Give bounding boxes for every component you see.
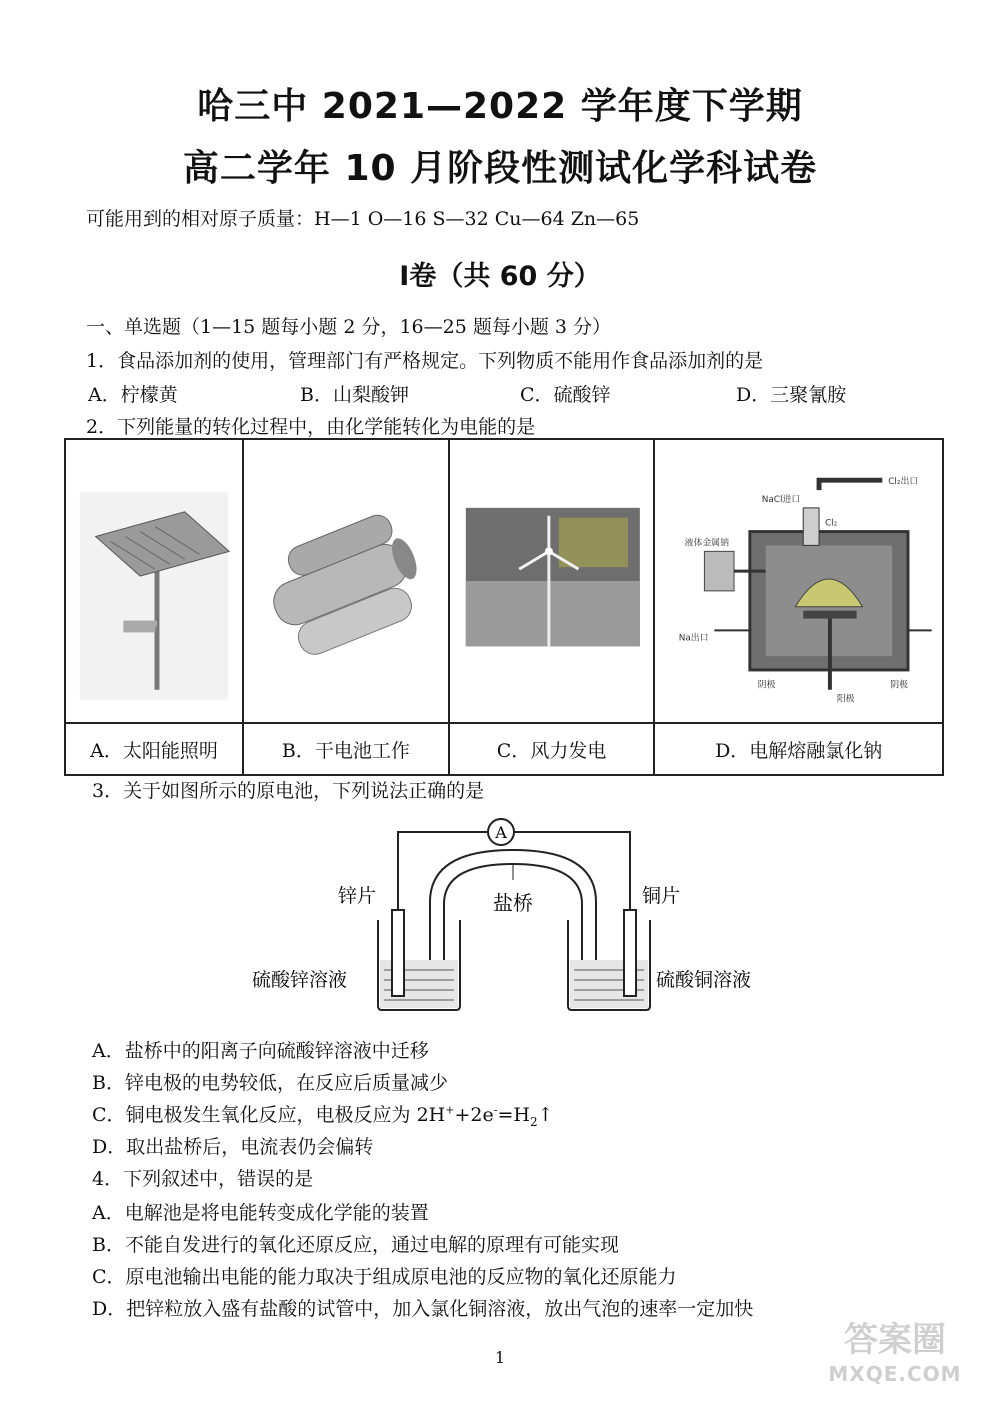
q3-stem: 3．关于如图所示的原电池，下列说法正确的是 xyxy=(92,780,485,802)
q1-stem: 1．食品添加剂的使用，管理部门有严格规定。下列物质不能用作食品添加剂的是 xyxy=(86,350,764,372)
q3-c-arrow: ↑ xyxy=(537,1104,554,1126)
copper-label: 铜片 xyxy=(642,885,681,907)
section-heading: 一、单选题（1—15 题每小题 2 分，16—25 题每小题 3 分） xyxy=(86,316,612,338)
label-nacl-in: NaCl进口 xyxy=(762,494,801,505)
q4-option-c: C．原电池输出电能的能力取决于组成原电池的反应物的氧化还原能力 xyxy=(92,1266,677,1288)
watermark-bottom: MXQE.COM xyxy=(828,1362,962,1386)
label-anode: 阳极 xyxy=(837,694,855,705)
q2-caption-c: C．风力发电 xyxy=(449,723,655,775)
q2-options-table xyxy=(64,438,944,776)
exam-title-line1: 哈三中 2021—2022 学年度下学期 xyxy=(197,86,803,127)
q2-image-electrolysis xyxy=(654,439,943,723)
watermark-logo xyxy=(810,1320,980,1400)
q4-option-a: A．电解池是将电能转变成化学能的装置 xyxy=(92,1202,429,1224)
q2-caption-b: B．干电池工作 xyxy=(243,723,449,775)
label-na-out: Na出口 xyxy=(679,633,709,644)
zinc-electrode xyxy=(392,910,404,996)
q3-c-text: C．铜电极发生氧化反应，电极反应为 2H xyxy=(92,1104,446,1126)
q2-image-wind xyxy=(449,439,655,723)
q4-option-b: B．不能自发进行的氧化还原反应，通过电解的原理有可能实现 xyxy=(92,1234,619,1256)
q3-option-a: A．盐桥中的阳离子向硫酸锌溶液中迁移 xyxy=(92,1040,429,1062)
electrolysis-cell-picture xyxy=(655,441,942,721)
page-number: 1 xyxy=(494,1348,506,1367)
atomic-masses: 可能用到的相对原子质量：H—1 O—16 S—32 Cu—64 Zn—65 xyxy=(86,208,640,230)
q3-c-sub: 2 xyxy=(529,1114,538,1129)
q2-image-solar xyxy=(65,439,243,723)
q2-stem: 2．下列能量的转化过程中，由化学能转化为电能的是 xyxy=(86,416,536,438)
label-liquid-na: 液体金属钠 xyxy=(685,538,730,549)
q3-c-sup2: - xyxy=(493,1103,498,1117)
q4-stem: 4．下列叙述中，错误的是 xyxy=(92,1168,314,1190)
zinc-label: 锌片 xyxy=(338,885,377,907)
label-cl2: Cl₂ xyxy=(825,518,838,529)
q3-c-mid: +2e xyxy=(454,1104,494,1126)
q3-option-d: D．取出盐桥后，电流表仍会偏转 xyxy=(92,1136,374,1158)
label-cl2-out: Cl₂出口 xyxy=(888,477,919,488)
q3-option-c xyxy=(92,1100,554,1129)
galvanic-cell-diagram xyxy=(250,810,790,1020)
q3-c-eq: =H xyxy=(497,1104,530,1126)
q1-option-a: A．柠檬黄 xyxy=(88,384,178,406)
watermark-top: 答案圈 xyxy=(844,1320,946,1360)
solar-light-picture xyxy=(66,441,242,721)
q3-c-sup1: + xyxy=(445,1103,455,1117)
q2-image-dry-battery xyxy=(243,439,449,723)
q4-option-d: D．把锌粒放入盛有盐酸的试管中，加入氯化铜溶液，放出气泡的速率一定加快 xyxy=(92,1298,754,1320)
volume-title: Ⅰ卷（共 60 分） xyxy=(399,261,601,292)
zinc-sulfate-label: 硫酸锌溶液 xyxy=(252,969,348,991)
q1-option-c: C．硫酸锌 xyxy=(520,384,611,406)
exam-title-line2: 高二学年 10 月阶段性测试化学科试卷 xyxy=(182,148,818,189)
salt-bridge-label: 盐桥 xyxy=(493,891,533,915)
q2-caption-a: A．太阳能照明 xyxy=(65,723,243,775)
label-cathode-left: 阴极 xyxy=(758,680,776,691)
wind-power-picture xyxy=(450,441,654,721)
label-cathode-right: 阴极 xyxy=(890,680,909,691)
copper-sulfate-label: 硫酸铜溶液 xyxy=(656,969,752,991)
q3-option-b: B．锌电极的电势较低，在反应后质量减少 xyxy=(92,1072,448,1094)
dry-battery-picture xyxy=(244,441,448,721)
ammeter-label: A xyxy=(495,823,507,842)
q1-option-b: B．山梨酸钾 xyxy=(300,384,409,406)
q1-option-d: D．三聚氰胺 xyxy=(736,384,847,406)
copper-electrode xyxy=(624,910,636,996)
q2-caption-d: D．电解熔融氯化钠 xyxy=(654,723,943,775)
